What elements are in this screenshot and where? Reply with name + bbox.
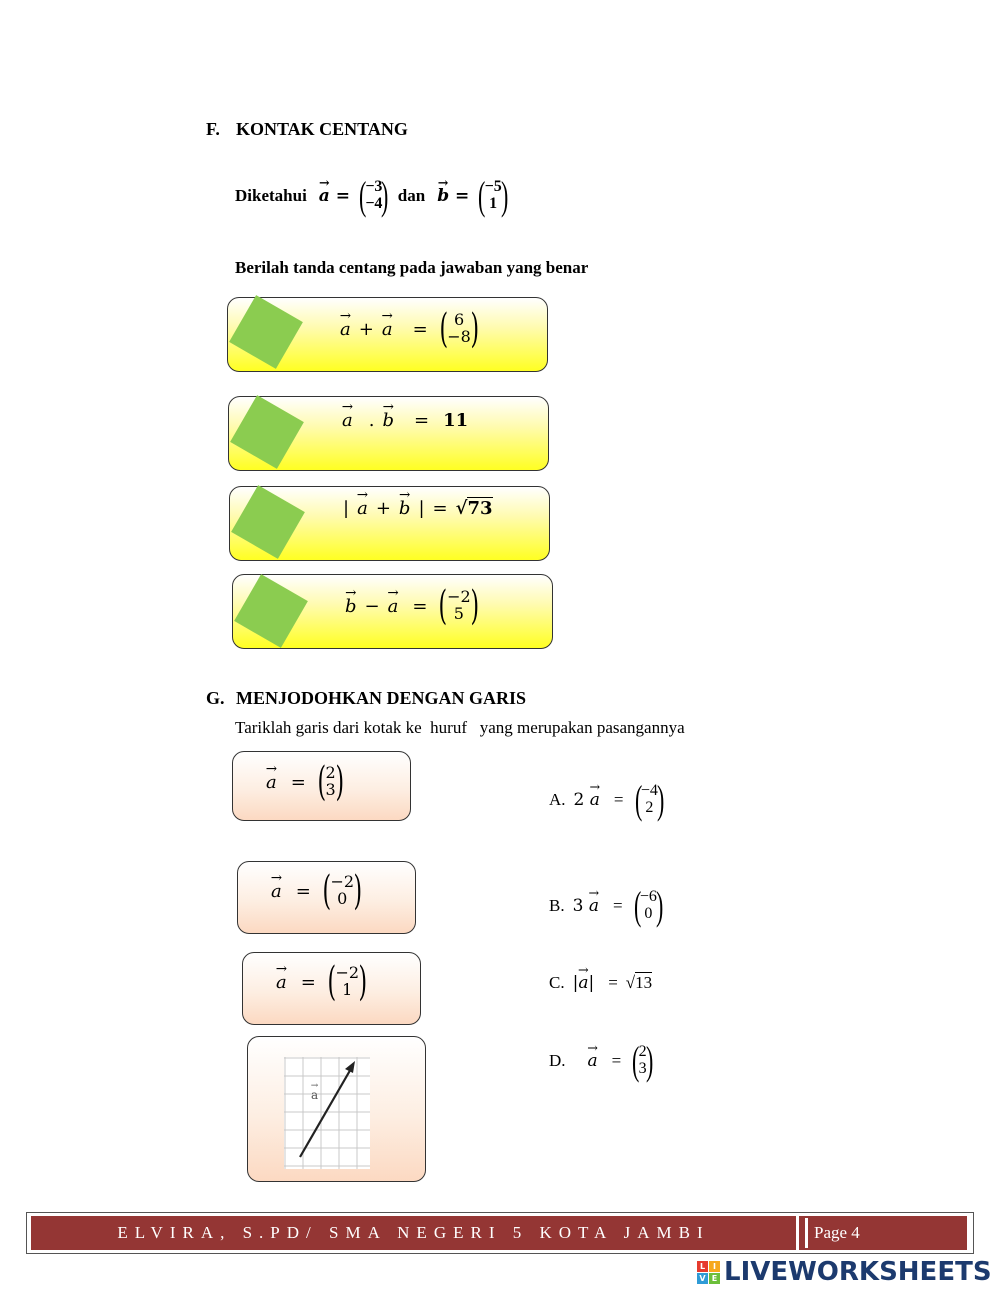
option-a-letter: A. [549, 790, 566, 809]
vector-a-matrix: ( −3 −4 ) [358, 173, 389, 218]
option-b-letter: B. [549, 896, 565, 915]
section-f-heading [206, 119, 408, 140]
check-option-1-expression: → a + → a = ( 6 −8 ) [340, 309, 482, 349]
section-g-number: G. [206, 688, 225, 708]
option-d-letter: D. [549, 1051, 566, 1070]
option-a: A. 2 → a = ( −4 2 ) [549, 780, 667, 820]
given-vectors: Diketahui → a = ( −3 −4 ) dan → b = ( −5 1 ) [235, 176, 511, 216]
footer-author: ELVIRA, S.PD/ SMA NEGERI 5 KOTA JAMBI [31, 1216, 796, 1250]
check-option-4-expression: → b − → a = ( −2 5 ) [345, 586, 482, 626]
logo-text: LIVEWORKSHEETS [724, 1257, 992, 1287]
footer-page-cell [799, 1216, 967, 1250]
given-label: Diketahui [235, 186, 307, 205]
vector-a-symbol: → a [319, 186, 330, 206]
match-box-3-expression: → a = ( −2 1 ) [276, 962, 371, 1002]
check-option-2-expression: → a . → b = 11 [342, 410, 468, 431]
option-d: D. → a = ( 2 3 ) [549, 1041, 656, 1081]
section-g-heading [206, 688, 526, 709]
match-box-2-expression: → a = ( −2 0 ) [271, 871, 366, 911]
vector-b-symbol: → b [437, 186, 449, 206]
option-c: C. |→ a| = √13 [549, 973, 652, 993]
section-f-instruction: Berilah tanda centang pada jawaban yang benar [235, 258, 589, 277]
footer-page-number: Page 4 [805, 1218, 967, 1248]
option-c-letter: C. [549, 973, 565, 992]
option-b: B. 3 → a = ( −6 0 ) [549, 886, 666, 926]
page-footer [26, 1212, 974, 1254]
section-f-title: KONTAK CENTANG [236, 119, 408, 139]
section-f-number: F. [206, 119, 220, 139]
liveworksheets-logo[interactable] [697, 1257, 992, 1287]
vector-b-matrix: ( −5 1 ) [478, 173, 509, 218]
section-g-title: MENJODOHKAN DENGAN GARIS [236, 688, 527, 708]
logo-tiles-icon: L I V E [697, 1261, 720, 1284]
match-box-1-expression: → a = ( 2 3 ) [266, 762, 347, 802]
and-label: dan [397, 186, 426, 205]
check-option-3-expression: | → a + → b | = √73 [343, 498, 493, 519]
vector-graph-label: → a [311, 1088, 318, 1102]
vector-graph [284, 1057, 370, 1169]
section-g-instruction: Tariklah garis dari kotak ke huruf yang merupakan pasangannya [235, 718, 685, 737]
